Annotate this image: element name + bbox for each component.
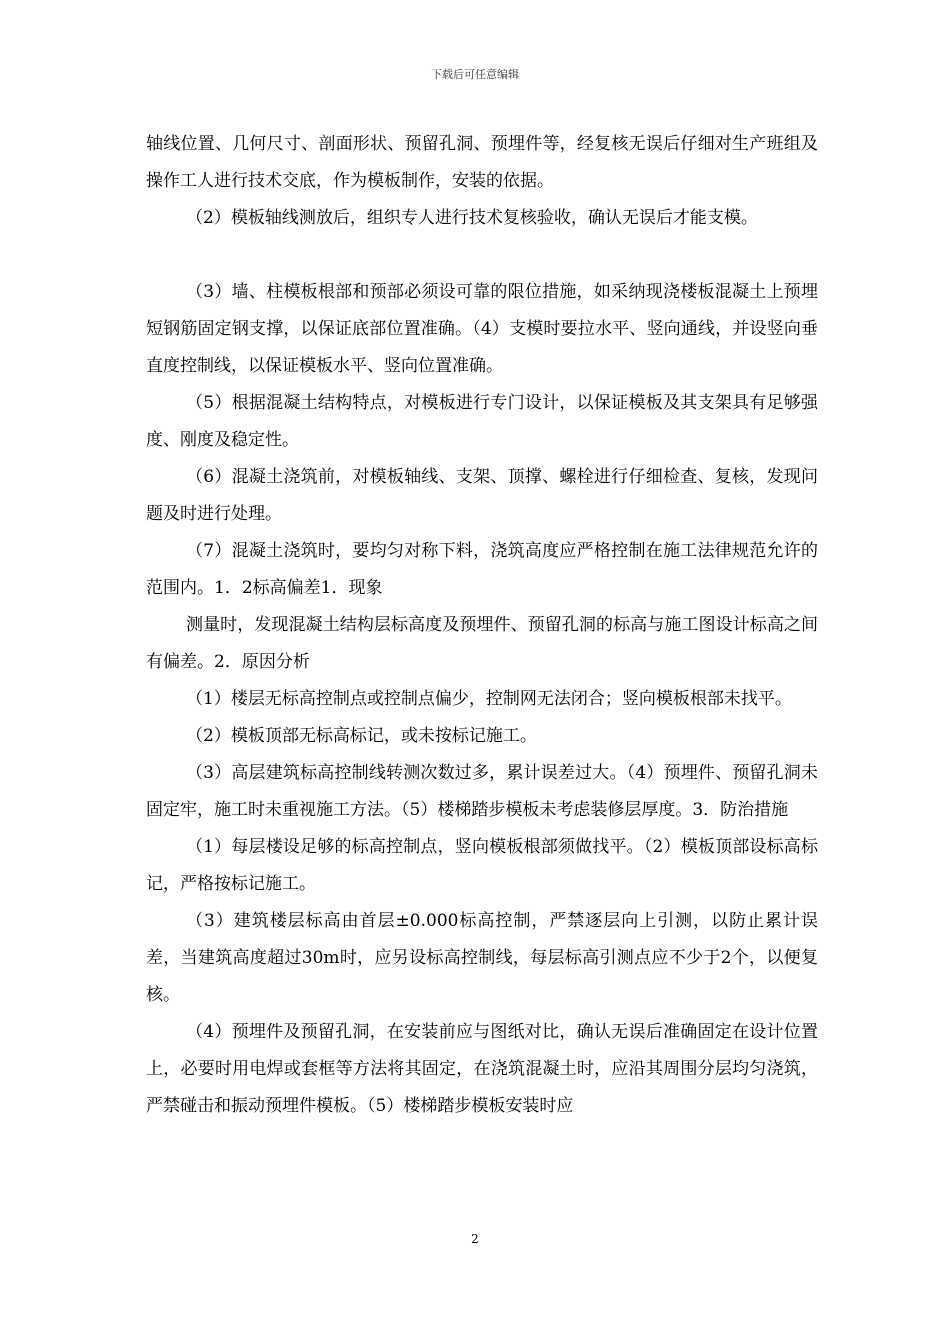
- paragraph-item-7: （7）混凝土浇筑时，要均匀对称下料，浇筑高度应严格控制在施工法律规范允许的范围内。1．2标高偏差1．现象: [146, 541, 818, 598]
- paragraph-measure-4: （4）预埋件及预留孔洞，在安装前应与图纸对比，确认无误后准确固定在设计位置上，必要时用电焊或套框等方法将其固定，在浇筑混凝土时，应沿其周围分层均匀浇筑，严禁碰击和振动预埋件模板。（5）楼梯踏步模板安装时应: [146, 1022, 818, 1116]
- page-number: 2: [471, 1232, 479, 1246]
- paragraph-measure-1: （1）每层楼设足够的标高控制点，竖向模板根部须做找平。（2）模板顶部设标高标记，严格按标记施工。: [146, 837, 818, 894]
- paragraph-measure-3: （3）建筑楼层标高由首层±0.000标高控制，严禁逐层向上引测，以防止累计误差，当建筑高度超过30m时，应另设标高控制线，每层标高引测点应不少于2个，以便复核。: [146, 911, 818, 1005]
- paragraph-cause-1: （1）楼层无标高控制点或控制点偏少，控制网无法闭合；竖向模板根部未找平。: [186, 689, 792, 709]
- paragraph-cause-2: （2）模板顶部无标高标记，或未按标记施工。: [186, 726, 537, 746]
- paragraph-phenomenon: 测量时，发现混凝土结构层标高度及预埋件、预留孔洞的标高与施工图设计标高之间有偏差。2．原因分析: [146, 615, 818, 672]
- paragraph-continuation: 轴线位置、几何尺寸、剖面形状、预留孔洞、预埋件等，经复核无误后仔细对生产班组及操作工人进行技术交底，作为模板制作，安装的依据。: [146, 134, 818, 191]
- paragraph-cause-3: （3）高层建筑标高控制线转测次数过多，累计误差过大。（4）预埋件、预留孔洞未固定牢，施工时未重视施工方法。（5）楼梯踏步模板未考虑装修层厚度。3．防治措施: [146, 763, 818, 820]
- paragraph-item-5: （5）根据混凝土结构特点，对模板进行专门设计，以保证模板及其支架具有足够强度、刚度及稳定性。: [146, 393, 818, 450]
- document-body: [146, 126, 818, 1125]
- paragraph-item-2: （2）模板轴线测放后，组织专人进行技术复核验收，确认无误后才能支模。: [186, 208, 758, 228]
- page-header: 下载后可任意编辑: [431, 68, 519, 81]
- paragraph-item-3: （3）墙、柱模板根部和预部必须设可靠的限位措施，如采纳现浇楼板混凝土上预埋短钢筋固定钢支撑，以保证底部位置准确。（4）支模时要拉水平、竖向通线，并设竖向垂直度控制线，以保证模板水平、竖向位置准确。: [146, 282, 818, 376]
- paragraph-item-6: （6）混凝土浇筑前，对模板轴线、支架、顶撑、螺栓进行仔细检查、复核，发现问题及时进行处理。: [146, 467, 818, 524]
